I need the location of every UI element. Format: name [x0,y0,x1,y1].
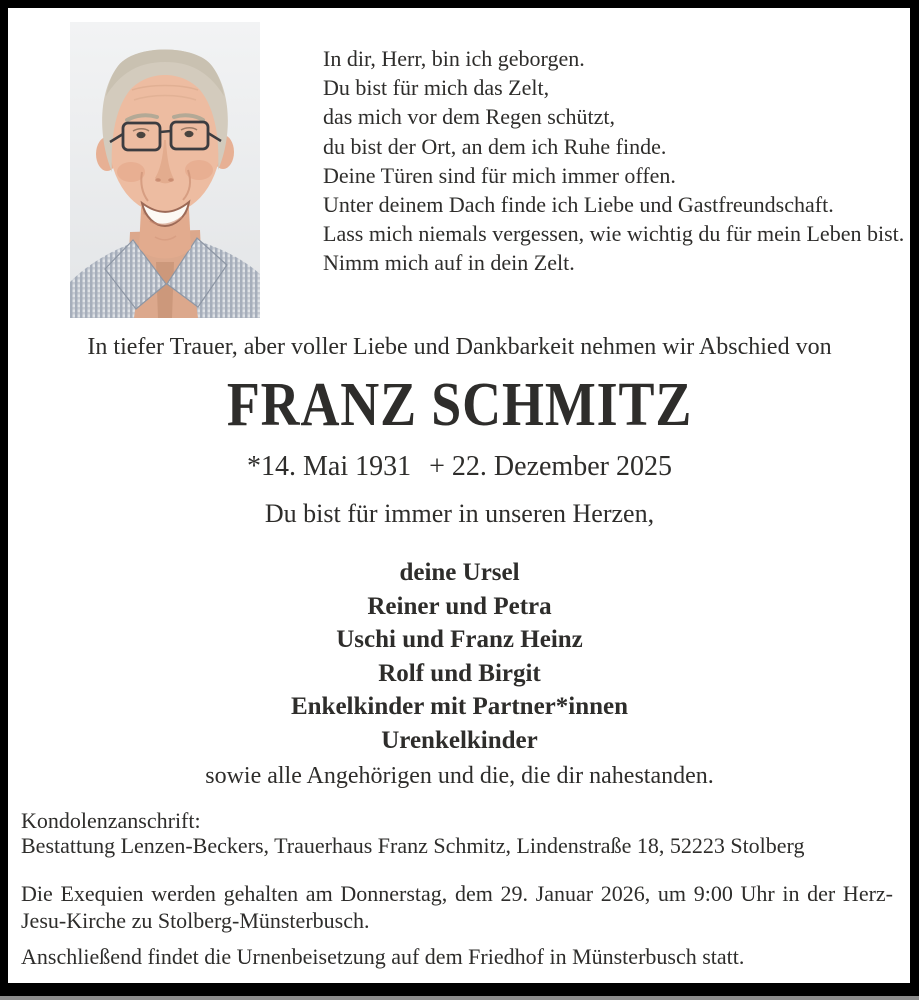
scan-edge-strip [0,996,919,1000]
mourner-name: Uschi und Franz Heinz [336,626,583,653]
condolence-label: Kondolenzanschrift: [21,808,201,833]
poem-line: In dir, Herr, bin ich geborgen. [323,46,585,71]
dedication-line: Du bist für immer in unseren Herzen, [264,499,655,528]
poem-line: du bist der Ort, an dem ich Ruhe finde. [323,133,667,159]
poem-line: Deine Türen sind für mich immer offen. [323,162,676,188]
memorial-poem [323,44,908,278]
scan-border-left [0,0,8,1000]
poem-line: Lass mich niemals vergessen, wie wichtig du für mein Leben bist. [323,221,905,247]
portrait-illustration [70,22,260,318]
mourner-name: Urenkelkinder [381,726,538,754]
mourner-name: Reiner und Petra [367,592,552,620]
condolence-block [21,808,896,859]
poem-line: Du bist für mich das Zelt, [323,75,550,101]
mourner-name: Enkelkinder mit Partner*innen [290,693,629,720]
farewell-intro-line: In tiefer Trauer, aber voller Liebe und Dankbarkeit nehmen wir Abschied von [87,334,832,360]
burial-line: Anschließend findet die Urnenbeisetzung auf dem Friedhof in Münsterbusch statt. [21,944,745,969]
deceased-name: FRANZ SCHMITZ [226,371,693,439]
scan-border-right [910,0,919,1000]
mourner-name: deine Ursel [399,559,520,586]
condolence-address: Bestattung Lenzen-Beckers, Trauerhaus Franz Schmitz, Lindenstraße 18, 52223 Stolberg [21,833,805,859]
scan-border-top [0,0,919,8]
poem-line: das mich vor dem Regen schützt, [323,104,616,130]
scan-border-bottom [0,983,919,996]
relatives-closing-line: sowie alle Angehörigen und die, die dir nahestanden. [205,763,714,789]
portrait-photo [70,22,260,318]
death-date: + 22. Dezember 2025 [429,451,672,482]
exequien-paragraph: Die Exequien werden gehalten am Donnerstag, dem 29. Januar 2026, um 9:00 Uhr in der Herz-Jesu-Kirche zu Stolberg-Münsterbusch. [21,881,893,933]
poem-line: Unter deinem Dach finde ich Liebe und Gastfreundschaft. [323,192,834,218]
mourner-name: Rolf und Birgit [378,659,541,687]
birth-date: *14. Mai 1931 [247,451,412,482]
mourners-list [0,556,919,757]
life-dates [0,450,919,484]
poem-line: Nimm mich auf in dein Zelt. [323,250,575,276]
